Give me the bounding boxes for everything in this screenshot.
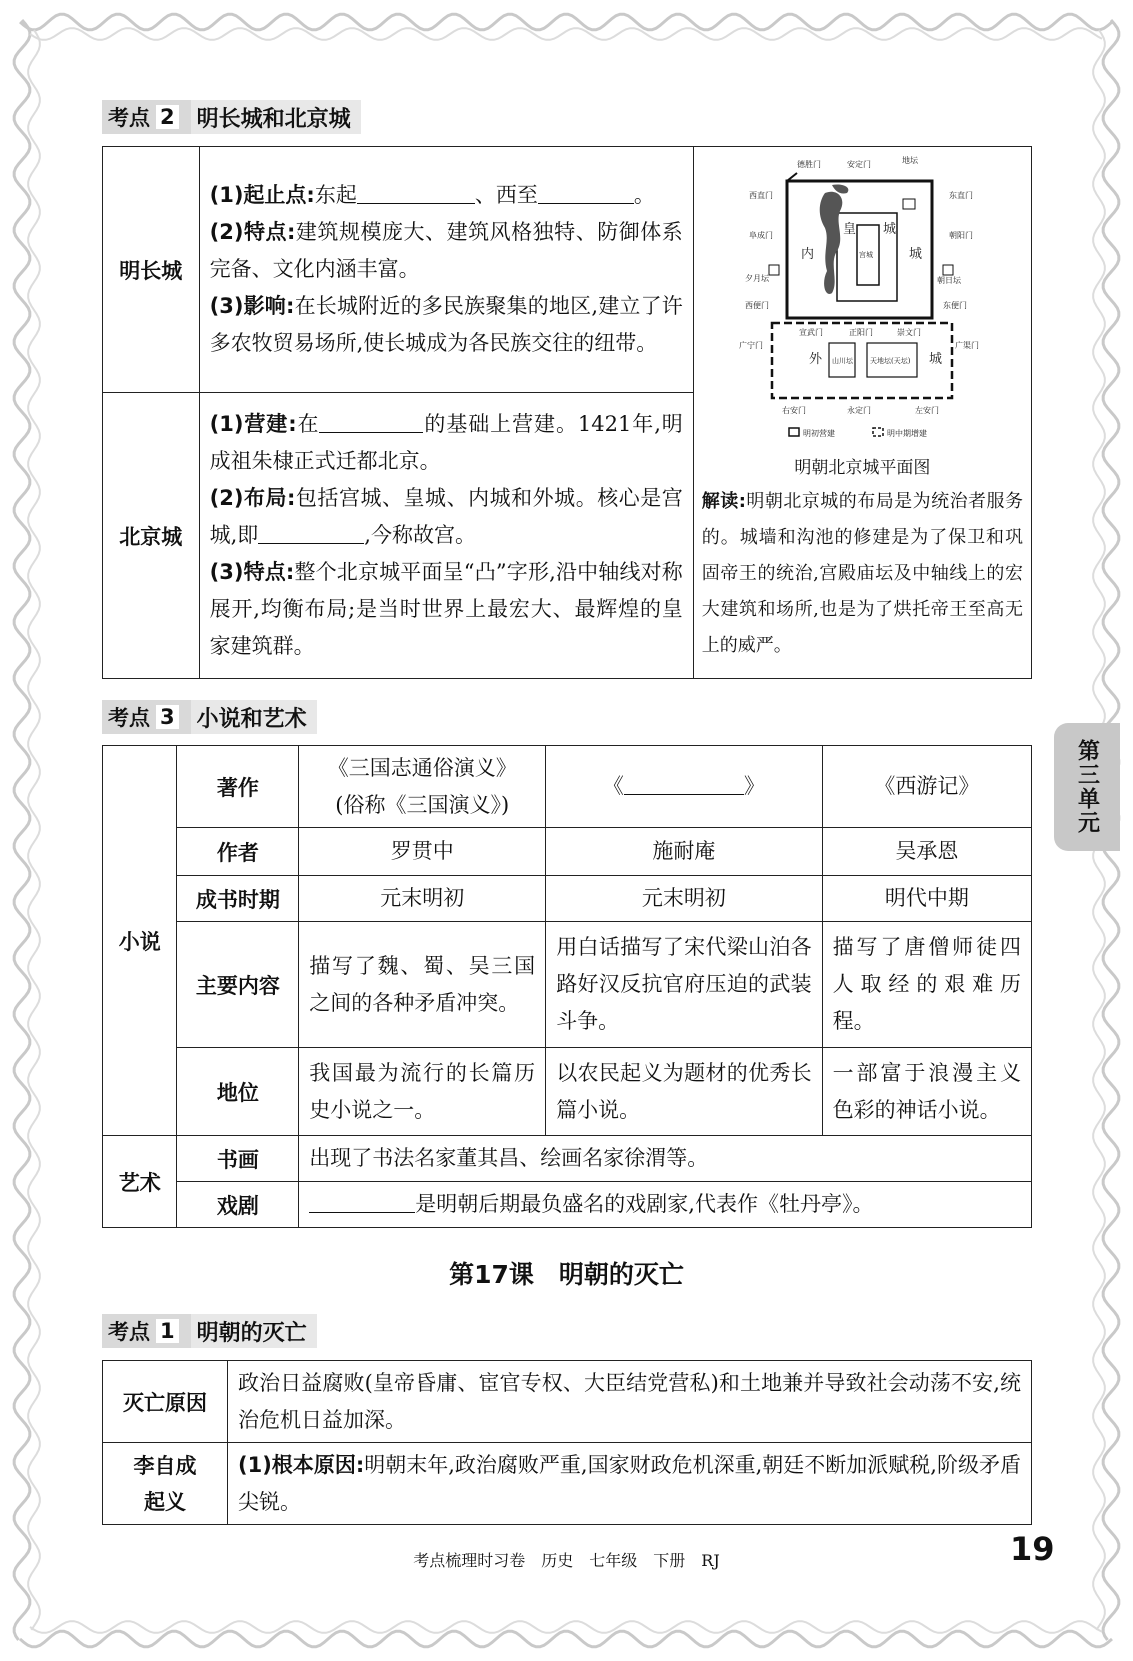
great-wall-label: 明长城 bbox=[103, 147, 200, 393]
kp1-number: 1 bbox=[156, 1319, 179, 1343]
kp2-title: 明长城和北京城 bbox=[191, 100, 361, 134]
map-area-nei: 内 bbox=[801, 247, 815, 262]
blank-dramatist[interactable] bbox=[309, 1191, 415, 1213]
section-header-kp2 bbox=[102, 100, 361, 134]
cell-drama: 是明朝后期最负盛名的戏剧家,代表作《牡丹亭》。 bbox=[299, 1182, 1032, 1228]
map-area-cheng-inner: 城 bbox=[909, 247, 923, 262]
map-area-tiantan: 天地坛(天坛) bbox=[870, 357, 911, 365]
blank-palace-name[interactable] bbox=[258, 522, 364, 544]
map-area-wai: 外 bbox=[809, 352, 823, 367]
cell-status-1: 我国最为流行的长篇历史小说之一。 bbox=[299, 1048, 546, 1136]
cell-work-sanguo: 《三国志通俗演义》 (俗称《三国演义》) bbox=[299, 746, 546, 828]
map-area-cheng-outer: 城 bbox=[929, 352, 943, 367]
map-caption: 明朝北京城平面图 bbox=[794, 458, 931, 478]
kp3-tag: 考点 bbox=[108, 706, 150, 730]
map-note: 解读:明朝北京城的布局是为统治者服务的。城墙和沟池的修建是为了保卫和巩固帝王的统治,宫殿庙坛及中轴线上的宏大建筑和场所,也是为了烘托帝王至高无上的威严。 bbox=[701, 491, 1023, 656]
blank-novel-title[interactable] bbox=[624, 773, 744, 795]
beijing-label: 北京城 bbox=[103, 393, 200, 679]
art-label: 艺术 bbox=[103, 1136, 177, 1228]
footer-text: 考点梳理时习卷 历史 七年级 下册 RJ bbox=[413, 1551, 720, 1570]
cell-author-2: 施耐庵 bbox=[546, 828, 822, 876]
map-label-chaoyangmen: 朝阳门 bbox=[949, 231, 974, 240]
kp2-number: 2 bbox=[156, 105, 179, 129]
map-label-youanmen: 右安门 bbox=[782, 406, 807, 415]
map-area-shanchuantan: 山川坛 bbox=[832, 357, 854, 365]
map-label-zuoanmen: 左安门 bbox=[915, 406, 940, 415]
map-label-chongwenmen: 崇文门 bbox=[897, 328, 922, 337]
map-label-guangqumen: 广渠门 bbox=[955, 341, 980, 350]
novel-label: 小说 bbox=[103, 746, 177, 1136]
map-label-chaoritan: 朝日坛 bbox=[937, 276, 962, 285]
row-label-drama: 戏剧 bbox=[177, 1182, 299, 1228]
map-label-andingmen: 安定门 bbox=[847, 160, 872, 169]
cause-content: 政治日益腐败(皇帝昏庸、宦官专权、大臣结党营私)和土地兼并导致社会动荡不安,统治危机日益加深。 bbox=[228, 1361, 1032, 1443]
ming-fall-table bbox=[102, 1360, 1032, 1525]
uprising-content: (1)根本原因:明朝末年,政治腐败严重,国家财政危机深重,朝廷不断加派赋税,阶级矛盾尖锐。 bbox=[228, 1443, 1032, 1525]
unit-side-tab: 第三单元 bbox=[1054, 723, 1120, 851]
novel-art-table bbox=[102, 745, 1032, 1228]
beijing-content: (1)营建:在 的基础上营建。1421年,明成祖朱棣正式迁都北京。 (2)布局:包括宫城、皇城、内城和外城。核心是宫城,即 ,今称故宫。 (3)特点:整个北京城平面呈“凸”字形,沿中轴线对称展开,均衡布局;是当时世界上最宏大、最辉煌的皇家建筑群。 bbox=[199, 393, 693, 679]
cell-content-2: 用白话描写了宋代梁山泊各路好汉反抗官府压迫的武装斗争。 bbox=[546, 922, 822, 1048]
cell-content-1: 描写了魏、蜀、吴三国之间的各种矛盾冲突。 bbox=[299, 922, 546, 1048]
map-label-deshengmen: 德胜门 bbox=[797, 160, 822, 169]
cell-period-2: 元末明初 bbox=[546, 876, 822, 922]
wall-beijing-table bbox=[102, 146, 1032, 679]
row-label-work: 著作 bbox=[177, 746, 299, 828]
map-area-cheng-imperial: 城 bbox=[883, 222, 897, 237]
cell-period-3: 明代中期 bbox=[822, 876, 1031, 922]
cell-author-1: 罗贯中 bbox=[299, 828, 546, 876]
cause-label: 灭亡原因 bbox=[103, 1361, 228, 1443]
cell-period-1: 元末明初 bbox=[299, 876, 546, 922]
map-label-dongbianmen: 东便门 bbox=[943, 301, 968, 310]
cell-content-3: 描写了唐僧师徒四人取经的艰难历程。 bbox=[822, 922, 1031, 1048]
cell-work-blank: 《 》 bbox=[546, 746, 822, 828]
kp2-tag: 考点 bbox=[108, 106, 150, 130]
map-label-xizhimen: 西直门 bbox=[749, 191, 774, 200]
map-label-guangningmen: 广宁门 bbox=[739, 341, 764, 350]
map-legend-early: 明初营建 bbox=[803, 429, 836, 438]
row-label-author: 作者 bbox=[177, 828, 299, 876]
blank-wall-west[interactable] bbox=[538, 182, 634, 204]
kp3-number: 3 bbox=[156, 705, 179, 729]
page-number: 19 bbox=[1010, 1530, 1055, 1568]
uprising-label: 李自成 起义 bbox=[103, 1443, 228, 1525]
map-label-xuanwumen: 宣武门 bbox=[799, 328, 824, 337]
row-label-painting: 书画 bbox=[177, 1136, 299, 1182]
cell-status-2: 以农民起义为题材的优秀长篇小说。 bbox=[546, 1048, 822, 1136]
cell-author-3: 吴承恩 bbox=[822, 828, 1031, 876]
row-label-period: 成书时期 bbox=[177, 876, 299, 922]
kp1-tag: 考点 bbox=[108, 1320, 150, 1344]
map-label-ditan: 地坛 bbox=[902, 156, 919, 165]
map-label-yongdingmen: 永定门 bbox=[847, 406, 872, 415]
cell-painting: 出现了书法名家董其昌、绘画名家徐渭等。 bbox=[299, 1136, 1032, 1182]
map-legend-mid: 明中期增建 bbox=[887, 429, 928, 438]
row-label-status: 地位 bbox=[177, 1048, 299, 1136]
cell-work-xiyou: 《西游记》 bbox=[822, 746, 1031, 828]
section-header-kp1 bbox=[102, 1314, 317, 1348]
map-area-huang: 皇 bbox=[843, 222, 857, 237]
cell-status-3: 一部富于浪漫主义色彩的神话小说。 bbox=[822, 1048, 1031, 1136]
row-label-content: 主要内容 bbox=[177, 922, 299, 1048]
great-wall-content: (1)起止点:东起 、西至 。 (2)特点:建筑规模庞大、建筑风格独特、防御体系完备、文化内涵丰富。 (3)影响:在长城附近的多民族聚集的地区,建立了许多农牧贸易场所,使长城成为各民族交往的纽带。 bbox=[199, 147, 693, 393]
map-label-fuchengmen: 阜成门 bbox=[749, 231, 774, 240]
blank-beijing-base[interactable] bbox=[319, 411, 423, 433]
kp1-title: 明朝的灭亡 bbox=[191, 1314, 317, 1348]
kp3-title: 小说和艺术 bbox=[191, 700, 317, 734]
map-cell bbox=[693, 147, 1031, 679]
map-label-yuetan: 夕月坛 bbox=[745, 274, 770, 283]
beijing-city-map bbox=[697, 153, 1027, 453]
section-header-kp3 bbox=[102, 700, 317, 734]
map-area-gongcheng: 宫城 bbox=[859, 251, 874, 259]
blank-wall-east[interactable] bbox=[357, 182, 475, 204]
map-label-xibianmen: 西便门 bbox=[745, 301, 770, 310]
map-label-dongzhimen: 东直门 bbox=[949, 191, 974, 200]
lesson-title: 第17课 明朝的灭亡 bbox=[449, 1260, 684, 1289]
map-label-zhengyangmen: 正阳门 bbox=[849, 328, 874, 337]
